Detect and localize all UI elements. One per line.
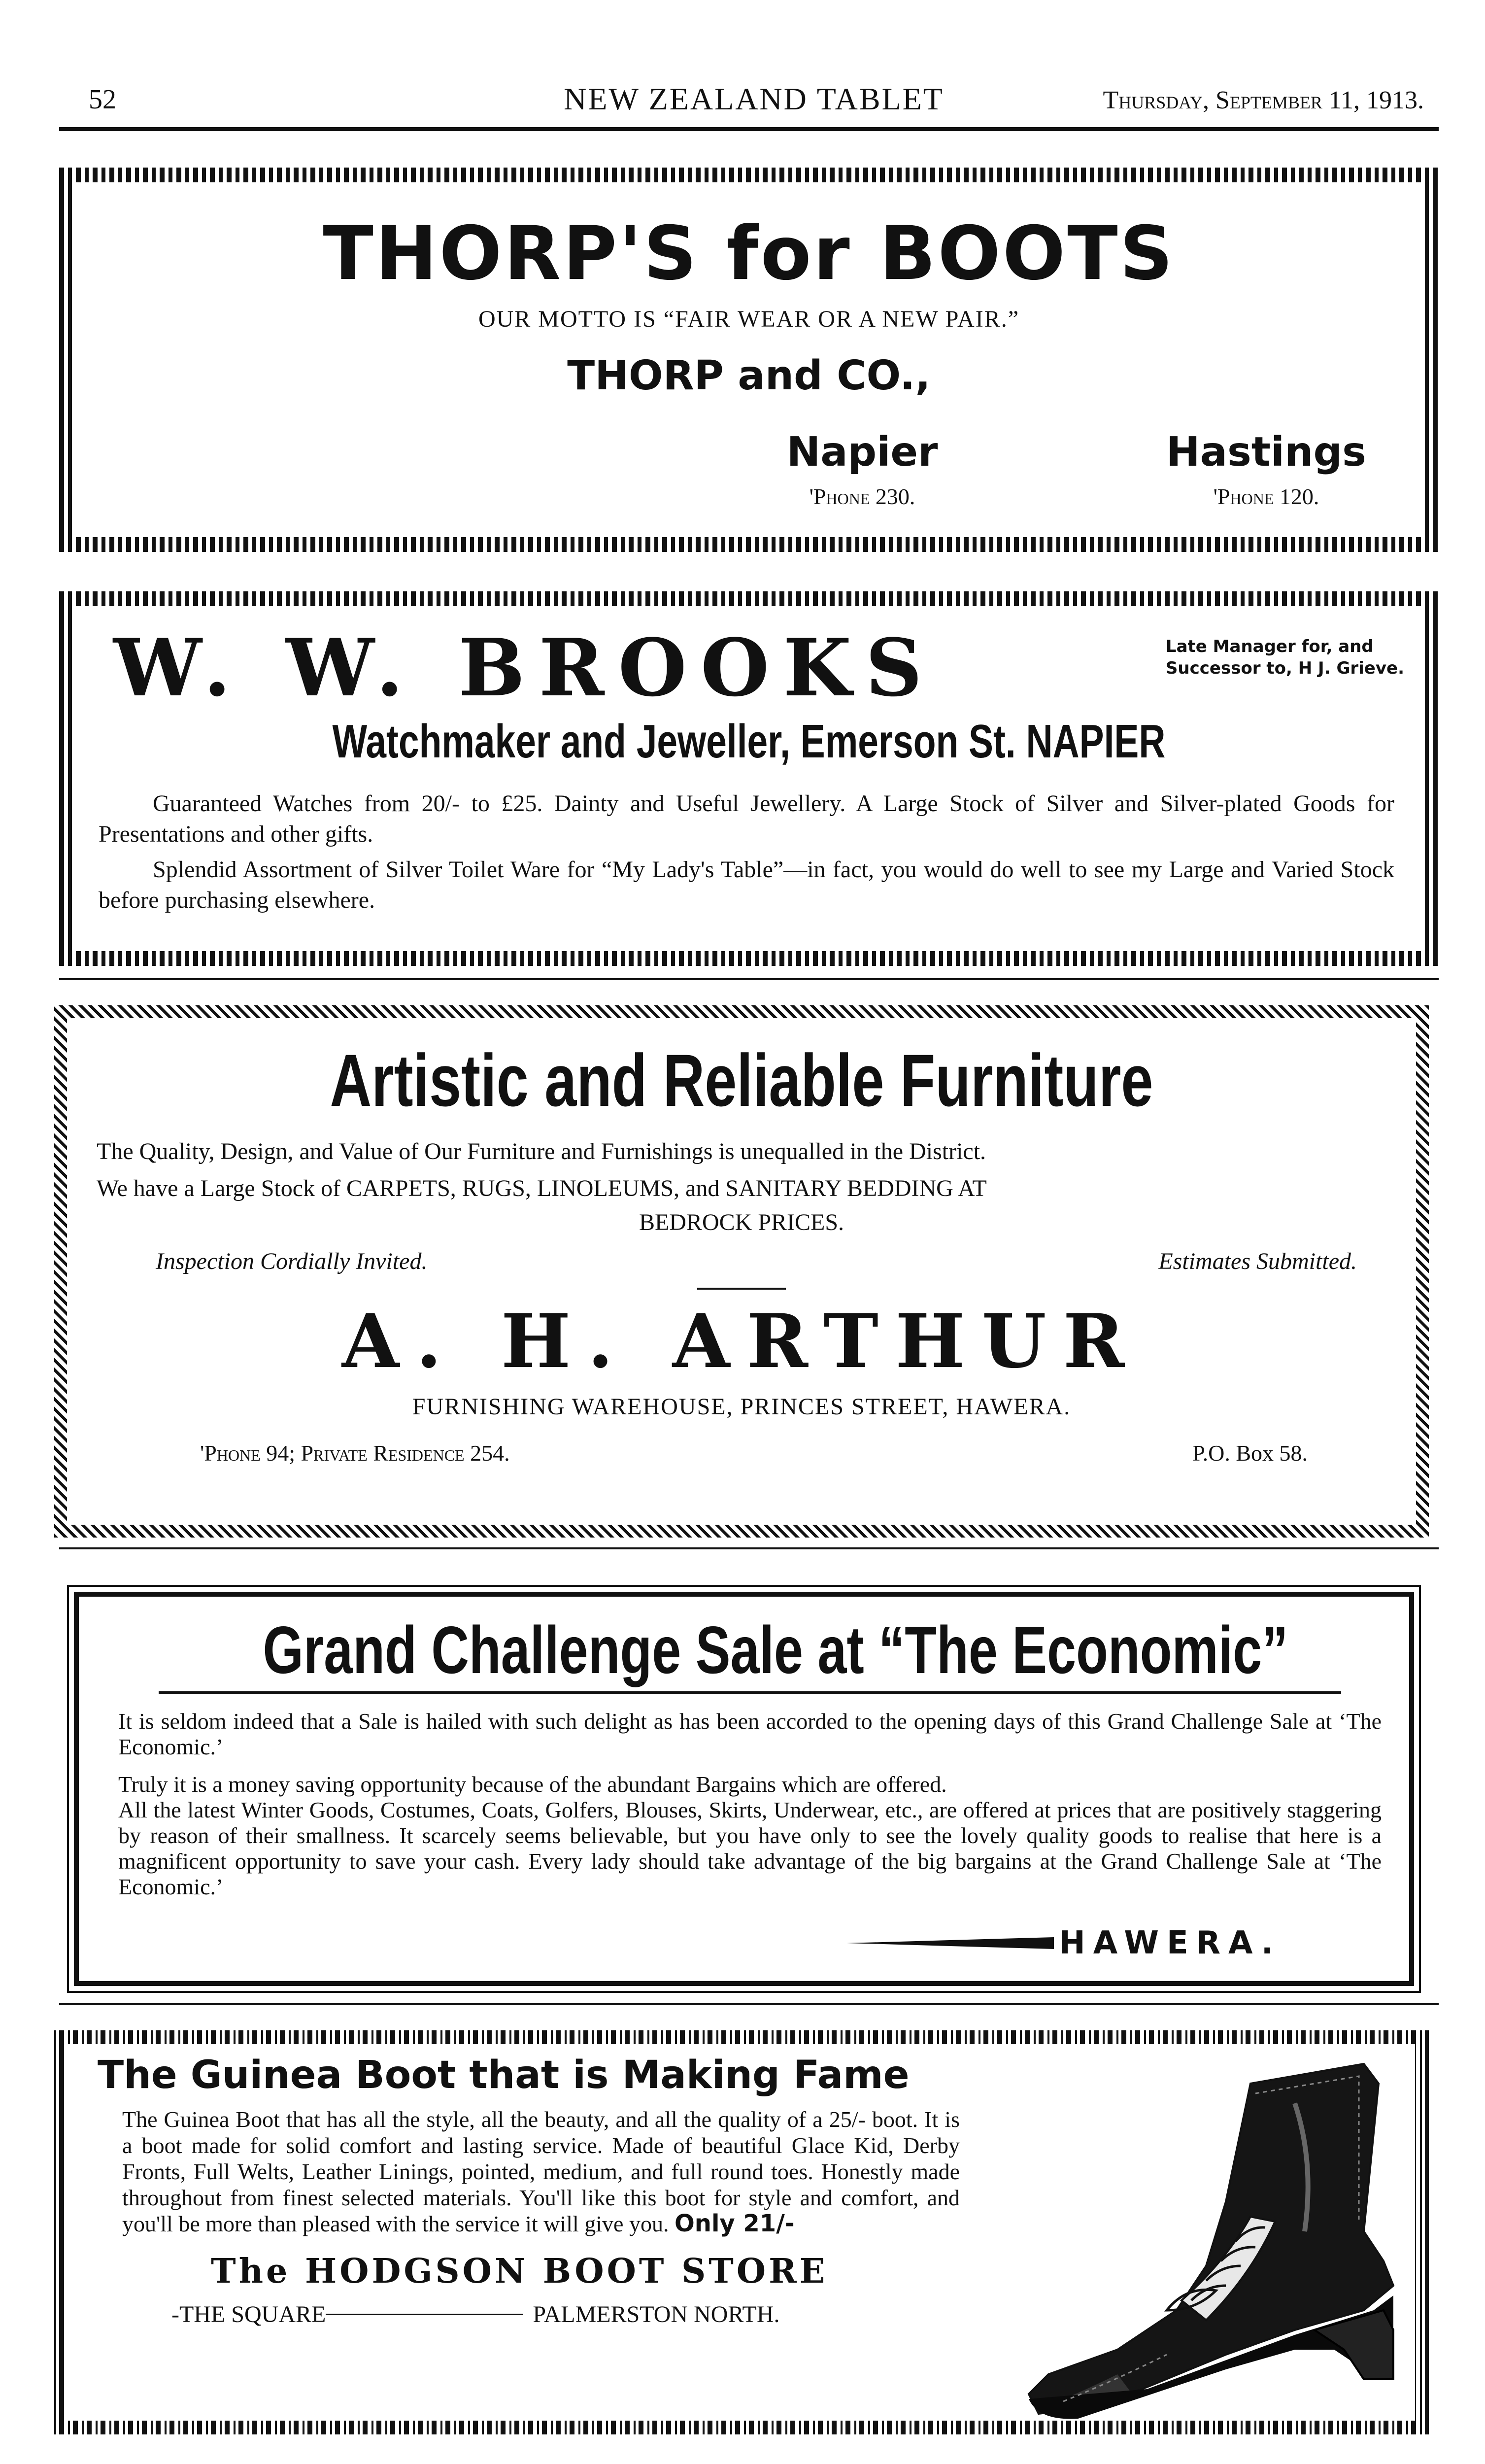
economic-headline-rule [159,1691,1341,1694]
arthur-italic-row [156,1248,1357,1275]
arthur-advert [54,1005,1429,1538]
brooks-note-line2: Successor to, H J. Grieve. [1165,658,1404,678]
economic-para1: It is seldom indeed that a Sale is hailed with such delight as has been accorded to the opening days of this Grand Challenge Sale at ‘The Economic.’ [118,1709,1382,1759]
hodgson-price: Only 21/- [674,2210,795,2237]
hodgson-address-right: PALMERSTON NORTH. [533,2301,780,2327]
hodgson-address-rule [326,2314,523,2315]
brooks-para1: Guaranteed Watches from 20/- to £25. Dainty and Useful Jewellery. A Large Stock of Silver and Silver-plated Goods for Presentations and other gifts. [99,790,1394,847]
hodgson-body [122,2106,960,2237]
brooks-name-row [74,606,1424,714]
thorp-phone-hastings: 'Phone 120. [1213,484,1319,509]
brooks-name: W. W. BROOKS [113,621,936,714]
economic-headline-wrap [118,1611,1382,1688]
arthur-contact-row [200,1440,1308,1466]
hodgson-address-left: -THE SQUARE [171,2301,326,2327]
economic-signoff [847,1925,1281,1961]
brooks-advert [59,591,1439,966]
arthur-headline: Artistic and Reliable Furniture [330,1039,1153,1122]
arthur-invitation: Inspection Cordially Invited. [156,1248,428,1274]
brooks-subtitle-wrap [74,715,1424,769]
hodgson-advert [54,2030,1429,2434]
hodgson-store: The HODGSON BOOT STORE [211,2252,828,2291]
thorp-phone-napier: 'Phone 230. [809,484,915,509]
page-number: 52 [89,84,116,115]
thorp-town-napier: Napier [786,429,938,476]
arthur-headline-wrap [67,1038,1416,1123]
hodgson-body-text: The Guinea Boot that has all the style, all the beauty, and all the quality of a 25/- boot. It is a boot made for solid comfort and lasting service. Made of beautiful Glace Kid, Derby Fronts, Full Welts, Leather Linings, pointed, medium, and full round toes. Honestly made throughout from finest selected materials. You'll like this boot for style and comfort, and you'll be more than pleased with the service it will give you. [122,2107,960,2236]
hodgson-headline: The Guinea Boot that is Making Fame [98,2053,910,2097]
arthur-line2: We have a Large Stock of CARPETS, RUGS, LINOLEUMS, and SANITARY BEDDING AT [97,1175,987,1201]
arthur-line1: The Quality, Design, and Value of Our Furniture and Furnishings is unequalled in the District. [97,1138,986,1164]
rule-after-economic [59,2003,1439,2005]
economic-headline: Grand Challenge Sale at “The Economic” [263,1612,1288,1687]
publication-title: NEW ZEALAND TABLET [564,81,944,116]
thorp-advert [59,168,1439,552]
thorp-location-napier [714,429,1010,510]
arthur-address: FURNISHING WAREHOUSE, PRINCES STREET, HAWERA. [412,1394,1071,1420]
brooks-subtitle: Watchmaker and Jeweller, Emerson St. NAPIER [332,715,1166,768]
arthur-po-box: P.O. Box 58. [1192,1440,1308,1466]
brooks-note [1166,636,1404,679]
page-header [74,79,1434,123]
economic-para2b: All the latest Winter Goods, Costumes, Coats, Golfers, Blouses, Skirts, Underwear, etc., are offered at prices that are positively staggering by reason of their smallness. It scarcely seems believable, but you have only to see the lovely quality goods to realise that here is a magnificent opportunity to save your cash. Every lady should take advantage of the big bargains at the Grand Challenge Sale at ‘The Economic.’ [118,1797,1382,1899]
brooks-para2: Splendid Assortment of Silver Toilet Ware for “My Lady's Table”—in fact, you would do well to see my Large and Varied Stock before purchasing elsewhere. [99,856,1394,913]
header-rule [59,127,1439,131]
arthur-short-rule [697,1288,786,1290]
arthur-estimates: Estimates Submitted. [1158,1248,1357,1274]
thorp-motto: OUR MOTTO IS “FAIR WEAR OR A NEW PAIR.” [478,306,1020,332]
economic-town: HAWERA. [1059,1925,1281,1961]
economic-para2a: Truly it is a money saving opportunity because of the abundant Bargains which are offered. [118,1772,947,1797]
arthur-name: A. H. ARTHUR [341,1298,1142,1385]
thorp-location-hastings [1118,429,1414,510]
rule-after-arthur [59,1547,1439,1549]
thorp-company: THORP and CO., [567,352,931,399]
brooks-note-line1: Late Manager for, and [1165,637,1374,656]
rule-after-brooks [59,978,1439,980]
arthur-line3: BEDROCK PRICES. [639,1209,844,1235]
arthur-phone: 'Phone 94; Private Residence 254. [200,1440,510,1466]
thorp-title: THORP'S for BOOTS [323,211,1175,297]
thorp-town-hastings: Hastings [1166,429,1366,476]
wedge-rule-icon [847,1933,1054,1953]
economic-advert [74,1592,1414,1986]
issue-date: Thursday, September 11, 1913. [1103,86,1424,114]
boot-illustration-icon [1019,2054,1403,2429]
thorp-locations [714,429,1414,510]
